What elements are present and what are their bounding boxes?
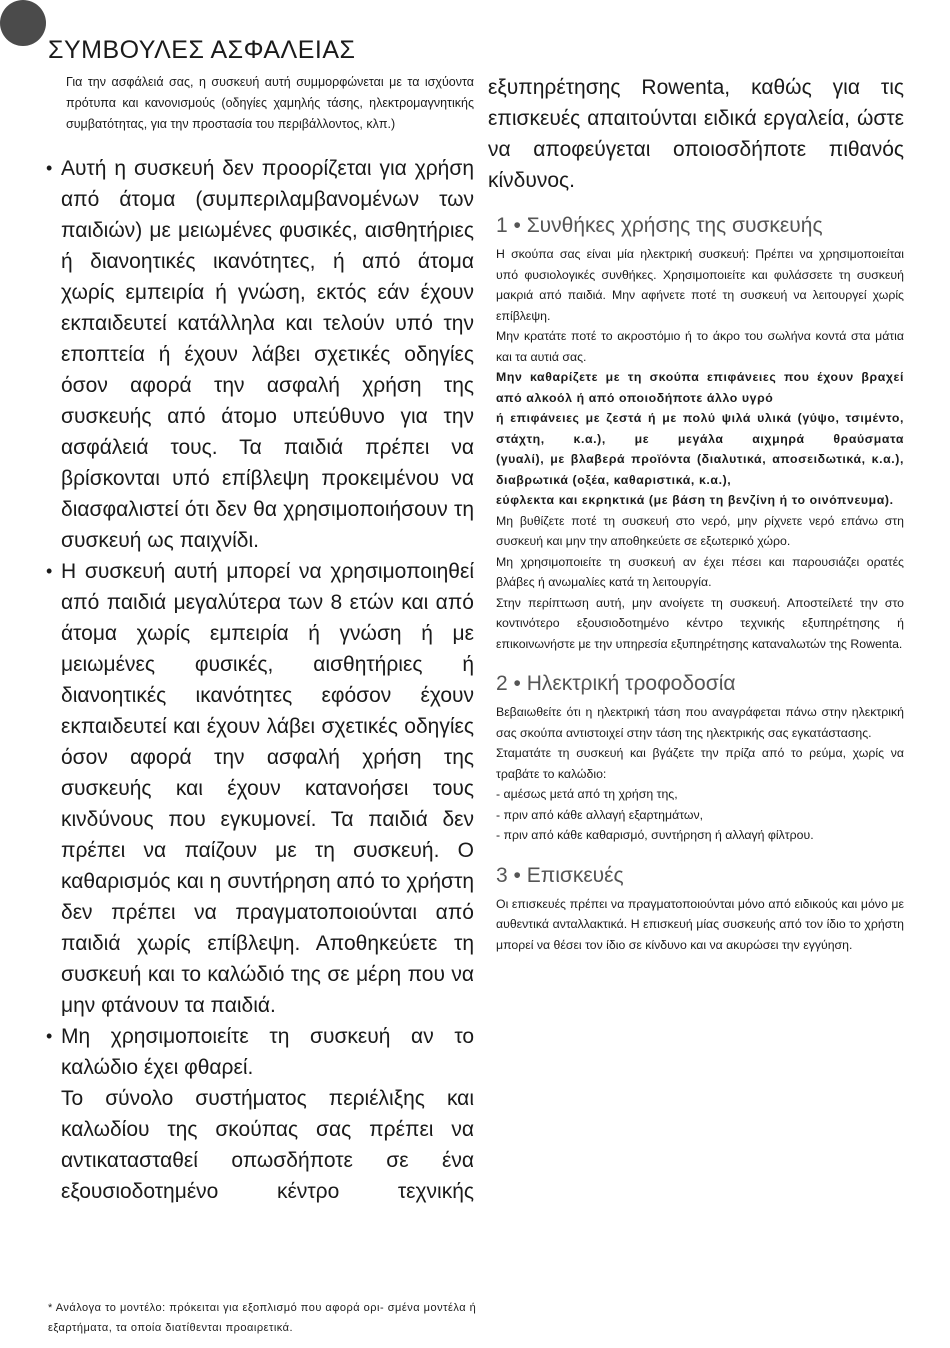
warning-paragraph: ή επιφάνειες με ζεστά ή με πολύ ψιλά υλικά (γύψο, τσιμέντο, στάχτη, κ.α.), με μεγάλα αιχμηρά θραύσματα [496, 411, 904, 446]
paragraph: Μη χρησιμοποιείτε τη συσκευή αν έχει πέσει και παρουσιάζει ορατές βλάβες ή ανωμαλίες κατά τη λειτουργία. [496, 554, 904, 589]
bullet-marker: • [46, 561, 53, 581]
section-body-usage [496, 244, 904, 654]
bullet-marker: • [46, 158, 53, 178]
intro-paragraph: Για την ασφάλειά σας, η συσκευή αυτή συμμορφώνεται με τα ισχύοντα πρότυπα και κανονισμούς (οδηγίες χαμηλής τάσης, ηλεκτρομαγνητικής συμβατότητας, για την προστασία του περιβάλλοντος, κλπ.) [66, 75, 474, 131]
left-column [48, 72, 474, 1207]
list-item [48, 556, 474, 1021]
section-title-repairs: 3 • Επισκευές [496, 863, 624, 887]
warning-paragraph: Μην καθαρίζετε με τη σκούπα επιφάνειες που έχουν βραχεί από αλκοόλ ή από οποιοδήποτε άλλο υγρό [496, 370, 904, 405]
page-title: ΣΥΜΒΟΥΛΕΣ ΑΣΦΑΛΕΙΑΣ [48, 36, 356, 64]
list-item: - πριν από κάθε αλλαγή εξαρτημάτων, [496, 807, 704, 822]
paragraph: Οι επισκευές πρέπει να πραγματοποιούνται μόνο από ειδικούς και μόνο με αυθεντικά ανταλλακτικά. Η επισκευή μίας συσκευής από τον ίδιο το χρήστη μπορεί να θέσει τον ίδιο σε κίνδυνο και να ακυρώσει την εγγύηση. [496, 896, 904, 952]
list-item [48, 153, 474, 556]
warning-paragraph: (γυαλί), με βλαβερά προϊόντα (διαλυτικά, αποσειδωτικά, κ.α.), διαβρωτικά (οξέα, καθαριστικά, κ.α.), [496, 452, 904, 487]
paragraph: Μη βυθίζετε ποτέ τη συσκευή στο νερό, μην ρίχνετε νερό επάνω στη συσκευή και μην την αποθηκεύετε σε εξωτερικό χώρο. [496, 513, 904, 548]
bullet-text: Η συσκευή αυτή μπορεί να χρησιμοποιηθεί από παιδιά μεγαλύτερα των 8 ετών και από άτομα χωρίς εμπειρία ή γνώση ή με μειωμένες φυσικές, αισθητήριες ή διανοητικές ικανότητες εφόσον έχουν εκπαιδευτεί και έχουν λάβει σχετικές οδηγίες όσον αφορά την ασφαλή χρήση της συσκευής και έχουν κατανοήσει τους κινδύνους που εγκυμονεί. Τα παιδιά δεν πρέπει να παίζουν με τη συσκευή. Ο καθαρισμός και η συντήρηση από το χρήστη δεν πρέπει να πραγματοποιούνται από παιδιά χωρίς επίβλεψη. Αποθηκεύετε τη συσκευή και το καλώδιό της σε μέρη που να μην φτάνουν τα παιδιά. [61, 560, 474, 1017]
continued-paragraph: εξυπηρέτησης Rowenta, καθώς για τις επισκευές απαιτούνται ειδικά εργαλεία, ώστε να αποφεύγεται οποιοσδήποτε πιθανός κίνδυνος. [488, 76, 904, 192]
safety-bullet-list [48, 153, 474, 1207]
bullet-marker: • [46, 1026, 53, 1046]
paragraph: Βεβαιωθείτε ότι η ηλεκτρική τάση που αναγράφεται πάνω στην ηλεκτρική σας σκούπα αντιστοιχεί στην τάση της ηλεκτρικής σας εγκατάστασης. [496, 705, 904, 740]
bullet-text: Μη χρησιμοποιείτε τη συσκευή αν το καλώδιο έχει φθαρεί. [61, 1025, 474, 1079]
paragraph: Στην περίπτωση αυτή, μην ανοίγετε τη συσκευή. Αποστείλετέ την στο κοντινότερο εξουσιοδοτημένο κέντρο τεχνικής εξυπηρέτησης ή επικοινωνήστε με την υπηρεσία εξυπηρέτησης καταναλωτών της Rowenta. [496, 595, 904, 651]
corner-marker [0, 0, 46, 46]
paragraph: Η σκούπα σας είναι μία ηλεκτρική συσκευή: Πρέπει να χρησιμοποιείται υπό φυσιολογικές συνθήκες. Χρησιμοποιείτε και φυλάσσετε τη συσκευή μακριά από παιδιά. Μην αφήνετε ποτέ τη συσκευή να λειτουργεί χωρίς επίβλεψη. [496, 247, 904, 323]
section-body-power [496, 702, 904, 846]
section-title-power: 2 • Ηλεκτρική τροφοδοσία [496, 672, 736, 695]
list-item [48, 1021, 474, 1207]
paragraph: Σταματάτε τη συσκευή και βγάζετε την πρίζα από το ρεύμα, χωρίς να τραβάτε το καλώδιο: [496, 746, 904, 781]
bullet-text: Αυτή η συσκευή δεν προορίζεται για χρήση από άτομα (συμπεριλαμβανομένων των παιδιών) με μειωμένες φυσικές, αισθητήριες ή διανοητικές ικανότητες, ή από άτομα χωρίς εμπειρία ή γνώση, εκτός εάν έχουν εκπαιδευτεί κατάλληλα και τελούν υπό την εποπτεία ή έχουν λάβει σχετικές οδηγίες όσον αφορά την ασφαλή χρήση της συσκευής από άτομο υπεύθυνο για την ασφάλειά τους. Τα παιδιά πρέπει να βρίσκονται υπό επίβλεψη προκειμένου να διασφαλιστεί ότι δεν θα χρησιμοποιήσουν τη συσκευή ως παιχνίδι. [61, 157, 474, 552]
section-body-repairs [496, 894, 904, 956]
footnote: * Ανάλογα το μοντέλο: πρόκειται για εξοπλισμό που αφορά ορι- σμένα μοντέλα ή εξαρτήματα, τα οποία διατίθενται προαιρετικά. [48, 1302, 477, 1334]
list-item: - πριν από κάθε καθαρισμό, συντήρηση ή αλλαγή φίλτρου. [496, 828, 814, 842]
warning-paragraph: εύφλεκτα και εκρηκτικά (με βάση τη βενζίνη ή το οινόπνευμα). [496, 493, 894, 507]
section-title-usage: 1 • Συνθήκες χρήσης της συσκευής [496, 214, 823, 237]
list-item: - αμέσως μετά από τη χρήση της, [496, 787, 678, 801]
bullet-continuation-text: Το σύνολο συστήματος περιέλιξης και καλωδίου της σκούπας σας πρέπει να αντικατασταθεί οπωσδήποτε σε ένα εξουσιοδοτημένο κέντρο τεχνικής [61, 1087, 474, 1203]
right-column [488, 72, 904, 955]
paragraph: Μην κρατάτε ποτέ το ακροστόμιο ή το άκρο του σωλήνα κοντά στα μάτια και τα αυτιά σας. [496, 329, 904, 364]
